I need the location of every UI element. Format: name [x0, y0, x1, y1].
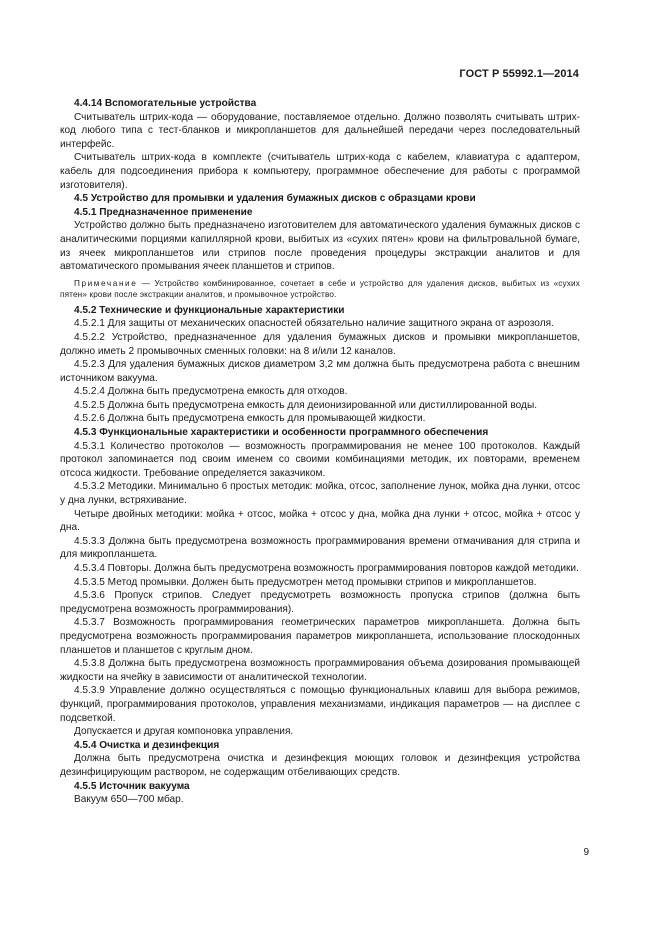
- section-heading: 4.5.1 Предназначенное применение: [74, 206, 253, 218]
- paragraph: Допускается и другая компоновка управления.: [74, 726, 294, 738]
- note-label: Примечание: [74, 278, 138, 288]
- paragraph: 4.5.2.6 Должна быть предусмотрена емкость для промывающей жидкости.: [74, 413, 426, 425]
- section-heading: 4.4.14 Вспомогательные устройства: [74, 98, 257, 109]
- paragraph: 4.5.2.1 Для защиты от механических опасностей обязательно наличие защитного экрана от аэрозоля.: [74, 318, 554, 330]
- document-body: [60, 97, 580, 807]
- paragraph: 4.5.3.4 Повторы. Должна быть предусмотрена возможность программирования повторов каждой методики.: [74, 563, 579, 574]
- paragraph: 4.5.2.4 Должна быть предусмотрена емкость для отходов.: [74, 386, 348, 398]
- paragraph: Должна быть предусмотрена очистка и дезинфекция моющих головок и дезинфекция устройства дезинфицирующим раствором, не содержащим отбеливающих средств.: [60, 753, 580, 778]
- paragraph: 4.5.2.3 Для удаления бумажных дисков диаметром 3,2 мм должна быть предусмотрена работа с внешним источником вакуума.: [60, 359, 580, 384]
- paragraph: 4.5.3.6 Пропуск стрипов. Следует предусмотреть возможность пропуска стрипов (должна быть предусмотрена возможность программирования).: [60, 590, 580, 615]
- paragraph: 4.5.2.5 Должна быть предусмотрена емкость для деионизированной или дистиллированной воды.: [74, 399, 538, 411]
- section-heading: 4.5 Устройство для промывки и удаления бумажных дисков с образцами крови: [74, 193, 476, 205]
- section-heading: 4.5.5 Источник вакуума: [74, 780, 190, 792]
- paragraph: 4.5.3.7 Возможность программирования геометрических параметров микропланшета. Должна быть предусмотрена возможность программирования параметров микропланшета, использование плоскодонных планшетов и планшетов с круглым дном.: [60, 617, 580, 656]
- paragraph: 4.5.3.9 Управление должно осуществляться с помощью функциональных клавиш для выбора режимов, функций, программирования протоколов, управления механизмами, индикация параметров — на дисплее с подсветкой.: [60, 685, 580, 724]
- paragraph: 4.5.3.5 Метод промывки. Должен быть предусмотрен метод промывки стрипов и микропланшетов.: [74, 576, 537, 588]
- paragraph: Считыватель штрих-кода в комплекте (считыватель штрих-кода с кабелем, клавиатура с адаптером, кабель для подсоединения прибора к компьютеру, программное обеспечение для работы с программой изготовителя).: [60, 152, 580, 191]
- paragraph: Вакуум 650—700 мбар.: [74, 794, 184, 806]
- page-number: 9: [583, 847, 589, 858]
- section-heading: 4.5.3 Функциональные характеристики и особенности программного обеспечения: [74, 427, 489, 439]
- paragraph: 4.5.3.3 Должна быть предусмотрена возможность программирования времени отмачивания для стрипа и для микропланшета.: [60, 535, 580, 561]
- paragraph: 4.5.3.2 Методики. Минимально 6 простых методик: мойка, отсос, заполнение лунок, мойка дна лунки, отсос у дна лунки, встряхивание.: [60, 481, 580, 507]
- document-id-header: ГОСТ Р 55992.1—2014: [459, 68, 579, 80]
- section-heading: 4.5.4 Очистка и дезинфекция: [74, 739, 220, 751]
- note: [60, 278, 580, 300]
- paragraph: Четыре двойных методики: мойка + отсос, мойка + отсос у дна, мойка дна лунки + отсос, мойка + отсос у дна.: [60, 508, 580, 534]
- section-heading: 4.5.2 Технические и функциональные характеристики: [74, 304, 345, 316]
- paragraph: Устройство должно быть предназначено изготовителем для автоматического удаления бумажных дисков с аналитическими порциями капиллярной крови, выбитых из «сухих пятен» крови на фильтровальной бумаге, из ячеек микропланшетов или стрипов после проведения процедуры экстракции аналитов и для автоматического промывания ячеек планшетов и стрипов.: [60, 220, 580, 273]
- paragraph: 4.5.3.8 Должна быть предусмотрена возможность программирования объема дозирования промывающей жидкости на ячейку в зависимости от аналитической технологии.: [60, 658, 580, 683]
- note-text: — Устройство комбинированное, сочетает в себе и устройство для удаления дисков, выбитых из «сухих пятен» крови после экстракции аналитов, и промывочное устройство.: [60, 278, 580, 299]
- paragraph: 4.5.3.1 Количество протоколов — возможность программирования не менее 100 протоколов. Каждый протокол запоминается под своим именем со своими комбинациями методик, их повторами, временем отсоса жидкости. Требование определяется заказчиком.: [60, 440, 580, 479]
- paragraph: Считыватель штрих-кода — оборудование, поставляемое отдельно. Должно позволять считывать штрих-код любого типа с тест-бланков и микропланшетов для дальнейшей передачи через последовательный интерфейс.: [60, 111, 580, 150]
- paragraph: 4.5.2.2 Устройство, предназначенное для удаления бумажных дисков и промывки микропланшетов, должно иметь 2 промывочных сменных головки: на 8 и/или 12 каналов.: [60, 331, 580, 357]
